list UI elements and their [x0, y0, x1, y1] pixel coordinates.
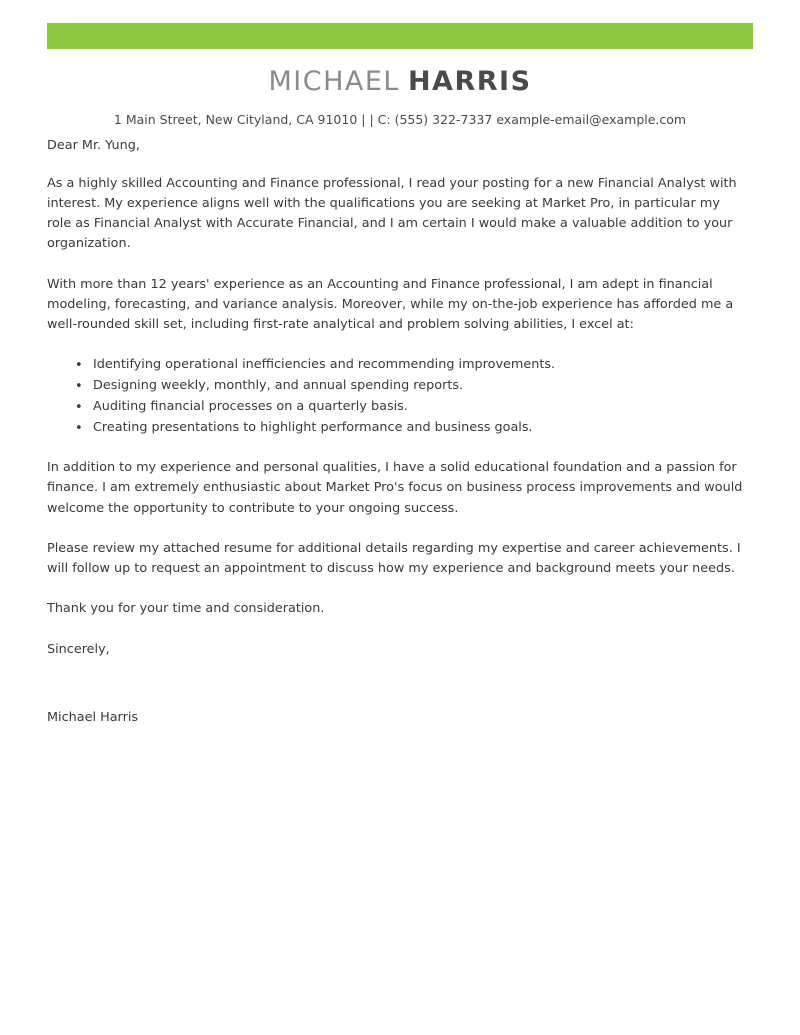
- contact-address: 1 Main Street, New Cityland, CA 91010: [113, 112, 358, 127]
- paragraph-4: Please review my attached resume for additional details regarding my expertise and career achievements. I will follow up to request an appointment to discuss how my experience and background meets your needs.: [47, 540, 741, 577]
- list-item: • Creating presentations to highlight performance and business goals.: [91, 418, 747, 439]
- sign-off: Sincerely,: [47, 641, 110, 657]
- contact-separator-2: |: [369, 112, 374, 127]
- paragraph-1: As a highly skilled Accounting and Finance professional, I read your posting for a new Financial Analyst with interest. My experience aligns well with the qualifications you are seeking at Market Pro, in particular my role as Financial Analyst with Accurate Financial, and I am certain I would make a valuable addition to your organization.: [47, 175, 737, 252]
- contact-separator-1: |: [361, 112, 366, 127]
- signature-name: Michael Harris: [47, 709, 139, 725]
- contact-info: [0, 112, 800, 127]
- green-accent-bar: [47, 23, 753, 49]
- first-name: MICHAEL: [268, 66, 400, 97]
- list-item: • Identifying operational inefficiencies and recommending improvements.: [91, 355, 747, 376]
- last-name: HARRIS: [407, 66, 532, 97]
- paragraph-2: With more than 12 years' experience as an Accounting and Finance professional, I am adept in financial modeling, forecasting, and variance analysis. Moreover, while my on-the-job experience has afforded me a well-rounded skill set, including first-rate analytical and problem solving abilities, I excel at:: [47, 276, 734, 333]
- skills-list: [47, 355, 747, 438]
- letter-body: [47, 136, 747, 728]
- list-item: • Designing weekly, monthly, and annual spending reports.: [91, 376, 747, 397]
- page-title: [0, 66, 800, 97]
- paragraph-3: In addition to my experience and personal qualities, I have a solid educational foundation and a passion for finance. I am extremely enthusiastic about Market Pro's focus on business process improvements and would welcome the opportunity to contribute to your ongoing success.: [47, 460, 743, 516]
- contact-email: example-email@example.com: [496, 112, 687, 127]
- salutation: Dear Mr. Yung,: [47, 138, 140, 153]
- contact-phone: C: (555) 322-7337: [377, 112, 493, 127]
- closing-thanks: Thank you for your time and consideration.: [47, 601, 325, 617]
- list-item: • Auditing financial processes on a quarterly basis.: [91, 397, 747, 418]
